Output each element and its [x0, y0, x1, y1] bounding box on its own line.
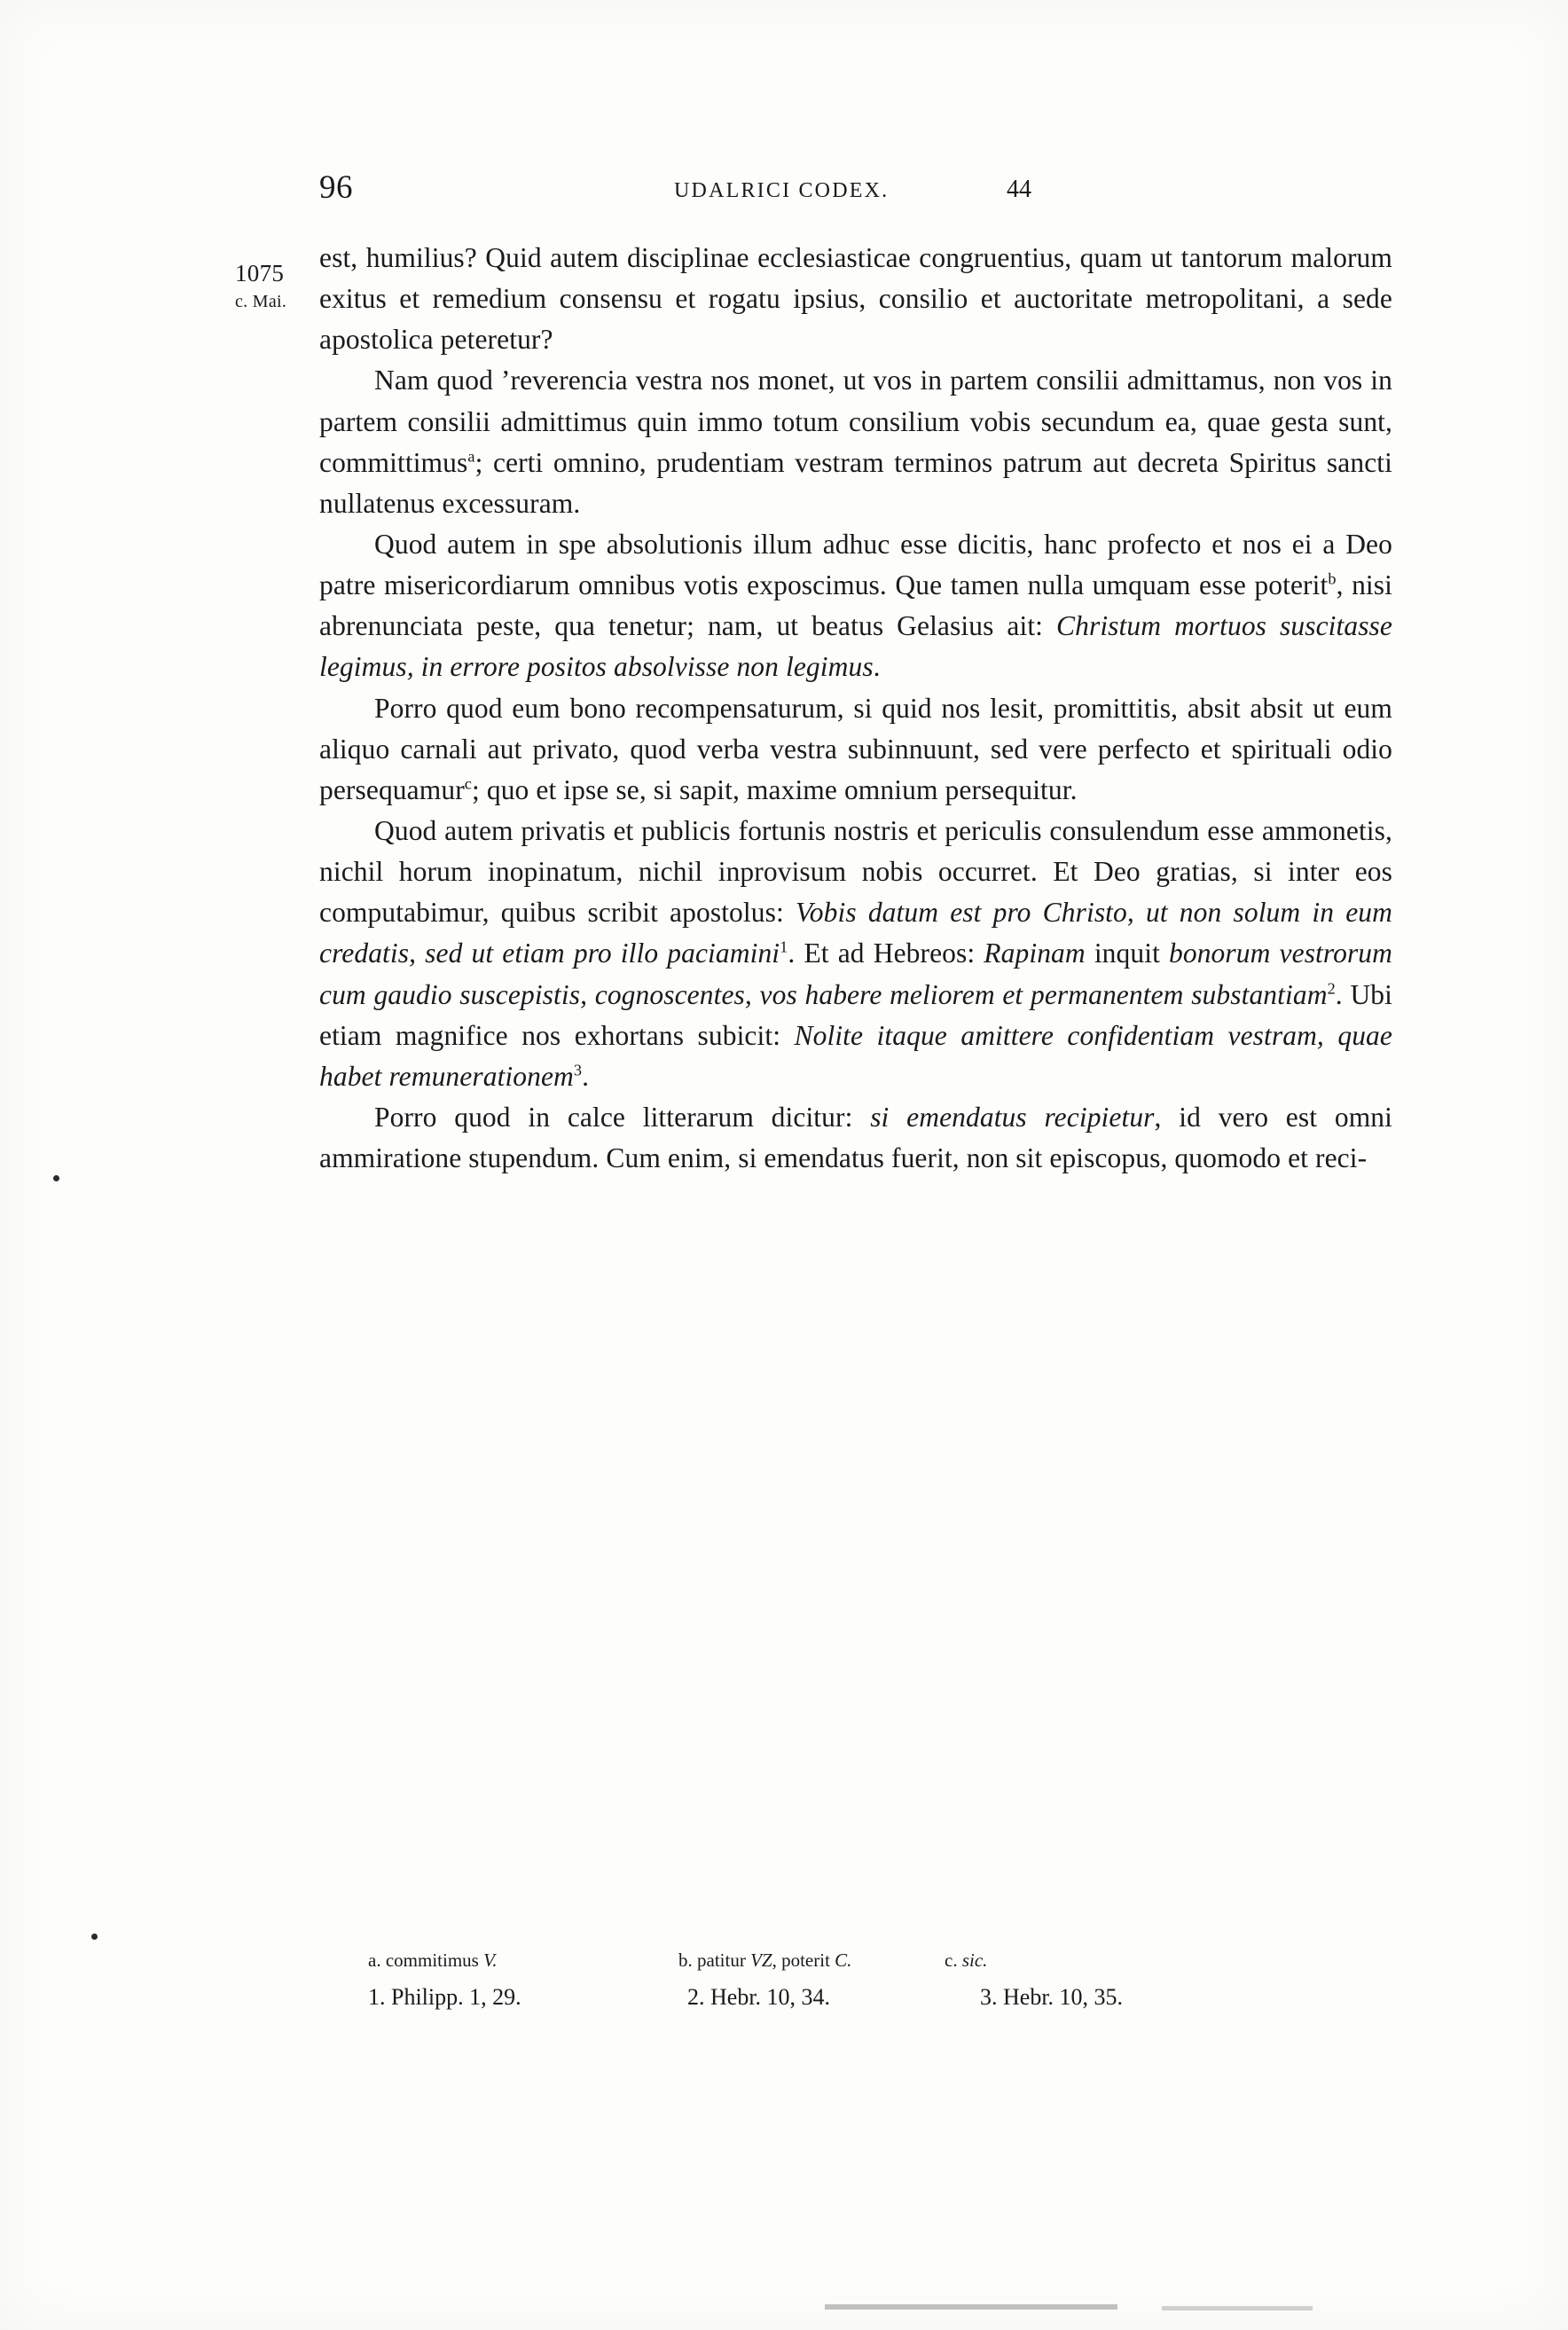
- footnote-variants-row: [368, 1950, 1317, 1972]
- page-header: [319, 160, 1392, 222]
- text-run: est, humilius? Quid autem disciplinae ecclesiasticae congruentius, quam ut tantorum malorum exitus et remedium consensu et rogatu ipsius, consilio et auctoritate metropolitani, a sede apostolica peteretur?: [319, 242, 1392, 356]
- page-bottom-smudge-secondary: [1162, 2306, 1313, 2310]
- text-run: , id vero est omni ammiratione stupendum. Cum enim, si emendatus fuerit, non sit episcopus, quomodo et reci-: [319, 1101, 1392, 1174]
- marginal-year: 1075: [235, 260, 285, 286]
- text-run: . Ubi etiam magnifice nos exhortans subicit:: [319, 978, 1392, 1051]
- footnote-siglum: V.: [483, 1950, 498, 1971]
- footnote-source-1: 1. Philipp. 1, 29.: [368, 1984, 521, 2010]
- italic-run: Rapinam: [984, 937, 1086, 969]
- footnote-variant-text: patitur: [697, 1950, 751, 1971]
- paragraph-2: [319, 360, 1392, 524]
- footnote-marker: 3: [573, 1061, 583, 1079]
- footnote-sources-row: [368, 1984, 1317, 2011]
- footnote-variant-marker: b.: [678, 1950, 697, 1971]
- running-title: UDALRICI CODEX.: [674, 179, 890, 202]
- footnote-block: [368, 1950, 1317, 2011]
- text-run: Quod autem in spe absolutionis illum adhuc esse dicitis, hanc profecto et nos ei a Deo patre misericordiarum omnibus votis exposcimus. Que tamen nulla umquam esse poterit: [319, 528, 1392, 601]
- text-run: ’: [500, 365, 511, 396]
- footnote-variant-text: sic.: [961, 1950, 988, 1971]
- italic-run: si emendatus recipietur: [870, 1101, 1155, 1133]
- text-run: .: [873, 651, 881, 683]
- text-run: ; certi omnino, prudentiam vestram terminos patrum aut decreta Spiritus sancti nullatenus excessuram.: [319, 446, 1392, 519]
- footnote-variant-text: commitimus: [385, 1950, 484, 1971]
- text-run: Nam quod: [374, 365, 501, 396]
- folio-number: 96: [319, 169, 353, 206]
- text-run: ; quo et ipse se, si sapit, maxime omnium persequitur.: [472, 773, 1078, 805]
- footnote-variant-marker: c.: [945, 1950, 962, 1971]
- marginal-date: c. Mai.: [235, 291, 287, 311]
- footnote-siglum: VZ: [750, 1950, 772, 1971]
- footnote-variant-a: [368, 1950, 678, 1972]
- footnote-marker: 1: [780, 937, 788, 956]
- text-run: Porro quod eum bono recompensaturum, si quid nos lesit, promittitis, absit absit ut eum aliquo carnali aut privato, quod verba vestra subinnuunt, sed vere perfecto et spirituali odio persequamur: [319, 692, 1392, 805]
- footnote-source-3: 3. Hebr. 10, 35.: [980, 1984, 1124, 2010]
- text-run: reverencia vestra nos monet, ut vos in partem consilii admittamus, non vos in partem consilii admittimus quin immo totum consilium vobis secundum ea, quae gesta sunt, committimus: [319, 365, 1392, 478]
- paragraph-6: [319, 1097, 1392, 1179]
- margin-speck-lower: [91, 1934, 98, 1940]
- paragraph-5: [319, 811, 1392, 1097]
- footnote-variant-tail: , poterit: [772, 1950, 835, 1971]
- italic-run: bonorum vestrorum cum gaudio suscepistis, cognoscentes, vos habere meliorem et permanentem substantiam: [319, 937, 1392, 1010]
- paragraph-4: [319, 688, 1392, 811]
- footnote-marker: c: [464, 774, 473, 793]
- paragraph-1: [319, 238, 1392, 360]
- footnote-siglum-secondary: C.: [835, 1950, 852, 1971]
- text-run: .: [582, 1060, 590, 1092]
- body-text: [319, 238, 1392, 1179]
- marginal-note: [235, 259, 328, 313]
- margin-speck-upper: [53, 1175, 59, 1181]
- italic-run: Christum mortuos suscitasse legimus, in errore positos absolvisse non legimus: [319, 610, 1393, 683]
- footnote-variant-c: [945, 1950, 1122, 1972]
- footnote-marker: b: [1328, 569, 1337, 588]
- footnote-variant-marker: a.: [368, 1950, 386, 1971]
- page-bottom-smudge: [825, 2304, 1117, 2310]
- footnote-variant-b: [678, 1950, 945, 1972]
- text-run: Quod autem privatis et publicis fortunis nostris et periculis consulendum esse ammonetis, nichil horum inopinatum, nichil inprovisum nobis occurret. Et Deo gratias, si inter eos computabimur, quibus scribit apostolus:: [319, 814, 1392, 929]
- text-run: . Et ad Hebreos:: [788, 937, 984, 969]
- italic-run: Nolite itaque amittere confidentiam vestram, quae habet remunerationem: [319, 1019, 1392, 1092]
- footnote-marker: 2: [1327, 979, 1336, 998]
- footnote-marker: a: [467, 447, 475, 466]
- text-run: inquit: [1085, 937, 1169, 969]
- paragraph-3: [319, 524, 1392, 688]
- text-run: , nisi abrenunciata peste, qua tenetur; nam, ut beatus Gelasius ait:: [319, 569, 1392, 642]
- page-content: [319, 160, 1392, 1179]
- text-run: Porro quod in calce litterarum dicitur:: [374, 1101, 871, 1133]
- chapter-number: 44: [1007, 176, 1031, 203]
- italic-run: Vobis datum est pro Christo, ut non solum in eum credatis, sed ut etiam pro illo paciamini: [319, 897, 1392, 969]
- footnote-source-2: 2. Hebr. 10, 34.: [687, 1984, 831, 2010]
